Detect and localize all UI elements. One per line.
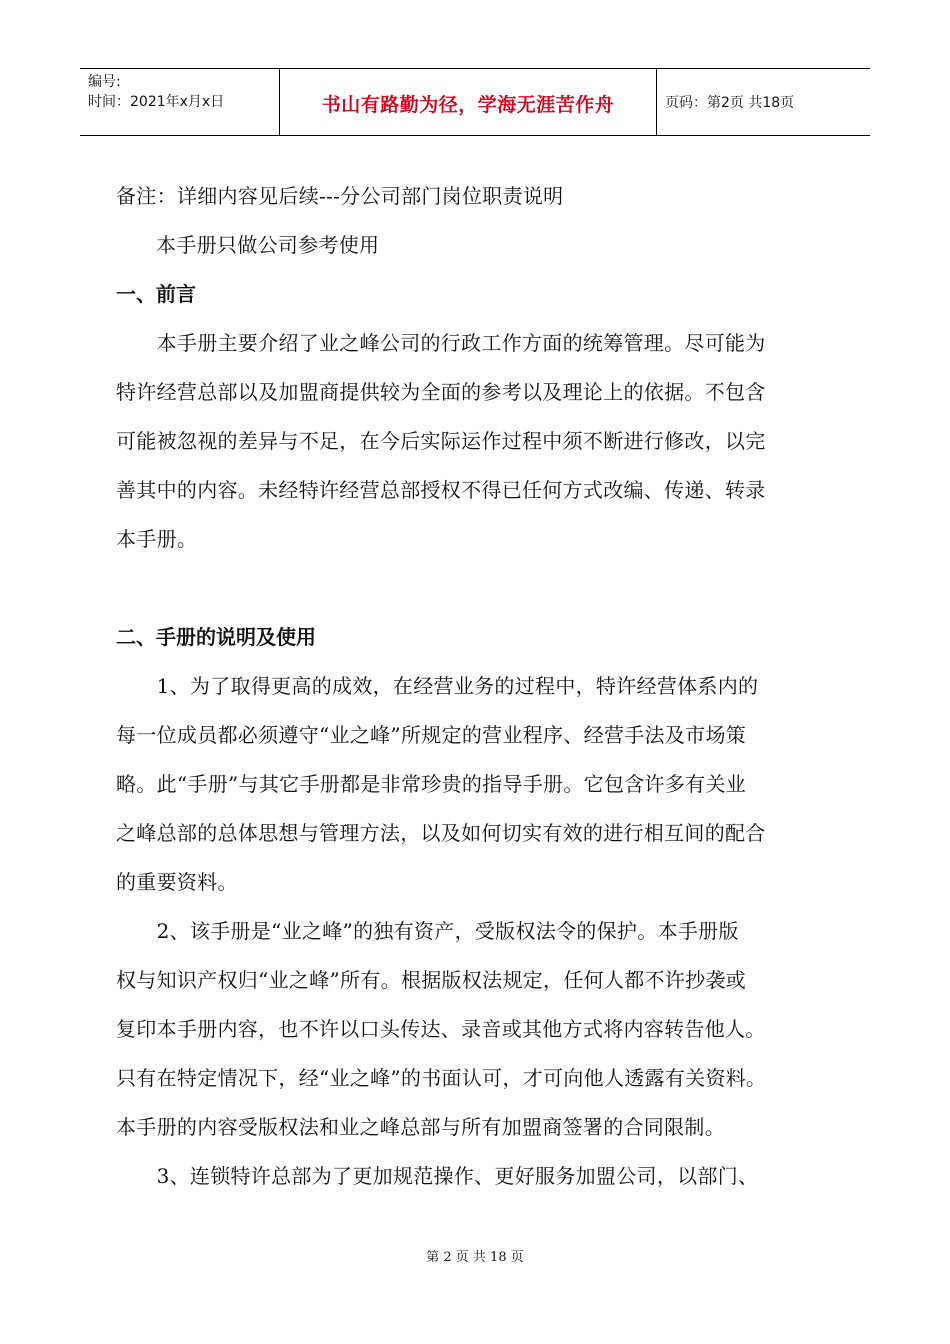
header-page-cell [657,69,870,135]
paragraph-line: 本手册。 [116,527,198,551]
section-heading-preface: 一、前言 [116,282,196,306]
paragraph-line: 2、该手册是“业之峰”的独有资产，受版权法令的保护。本手册版 [116,919,739,943]
paragraph-line: 只有在特定情况下，经“业之峰”的书面认可，才可向他人透露有关资料。 [116,1066,767,1090]
paragraph-line: 权与知识产权归“业之峰”所有。根据版权法规定，任何人都不许抄袭或 [116,968,747,992]
paragraph-line: 复印本手册内容，也不许以口头传达、录音或其他方式将内容转告他人。 [116,1017,766,1041]
paragraph-line: 的重要资料。 [116,870,238,894]
usage-paragraph-3 [116,1152,856,1201]
page-footer: 第 2 页 共 18 页 [426,1250,524,1265]
header-motto: 书山有路勤为径，学海无涯苦作舟 [321,93,615,116]
paragraph-line: 本手册的内容受版权法和业之峰总部与所有加盟商签署的合同限制。 [116,1115,725,1139]
paragraph-line: 本手册主要介绍了业之峰公司的行政工作方面的统筹管理。尽可能为 [116,331,766,355]
paragraph-line: 可能被忽视的差异与不足，在今后实际运作过程中须不断进行修改，以完 [116,429,766,453]
preface-paragraph [116,319,856,564]
spacer [116,564,856,613]
usage-paragraph-2 [116,907,856,1152]
paragraph-line: 3、连锁特许总部为了更加规范操作、更好服务加盟公司，以部门、 [116,1164,759,1188]
paragraph-line: 之峰总部的总体思想与管理方法，以及如何切实有效的进行相互间的配合 [116,821,766,845]
header-page-info: 页码：第2页 共18页 [665,95,795,111]
section-heading-manual-usage: 二、手册的说明及使用 [116,625,316,649]
document-number-label: 编号: [88,74,121,90]
document-date-label: 时间：2021年x月x日 [88,94,225,110]
note-line: 备注：详细内容见后续---分公司部门岗位职责说明 [116,184,564,208]
note-line-usage: 本手册只做公司参考使用 [156,233,380,257]
document-body [116,172,856,1201]
header-meta-cell [80,69,280,135]
usage-paragraph-1 [116,662,856,907]
document-header [80,68,870,136]
header-motto-cell [280,69,657,135]
paragraph-line: 善其中的内容。未经特许经营总部授权不得已任何方式改编、传递、转录 [116,478,766,502]
paragraph-line: 特许经营总部以及加盟商提供较为全面的参考以及理论上的依据。不包含 [116,380,766,404]
paragraph-line: 1、为了取得更高的成效，在经营业务的过程中，特许经营体系内的 [116,674,759,698]
paragraph-line: 略。此“手册”与其它手册都是非常珍贵的指导手册。它包含许多有关业 [116,772,747,796]
paragraph-line: 每一位成员都必须遵守“业之峰”所规定的营业程序、经营手法及市场策 [116,723,747,747]
